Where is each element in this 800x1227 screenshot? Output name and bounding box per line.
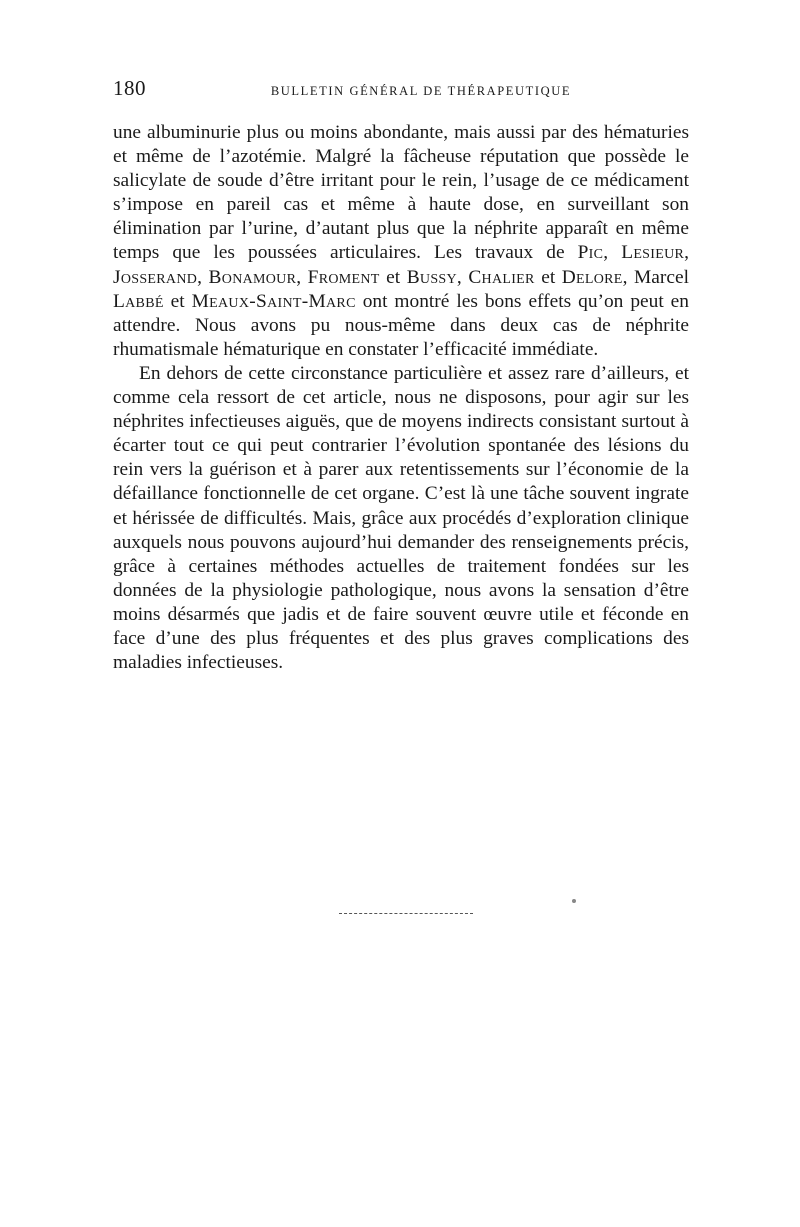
author-name: Bonamour bbox=[208, 266, 297, 288]
text-run: , Marcel bbox=[622, 266, 689, 288]
end-separator bbox=[339, 913, 473, 914]
text-run: En dehors de cette circonstance particulière et assez rare d’ailleurs, et comme cela ressort de cet article, nous ne disposons, pour agir sur les néphrites infectieuses aiguës, que de moyens indirects consistant surtout à écarter tout ce qui peut contrarier l’évolution spontanée des lésions du rein vers la guérison et à parer aux retentissements sur l’économie de la défaillance fonctionnelle de cet organe. C’est là une tâche souvent ingrate et hérissée de difficultés. Mais, grâce aux procédés d’exploration clinique auxquels nous pouvons aujourd’hui demander des renseignements précis, grâce à certaines méthodes actuelles de traitement fondées sur les données de la physiologie pathologique, nous avons la sensation d’être moins désarmés que jadis et de faire souvent œuvre utile et féconde en face d’une des plus fréquentes et des plus graves complications des maladies infectieuses. bbox=[113, 362, 689, 674]
text-run: et bbox=[379, 266, 407, 288]
author-name: Pic bbox=[577, 242, 604, 264]
text-run: , bbox=[197, 266, 209, 288]
author-name: Froment bbox=[307, 266, 380, 288]
running-head: BULLETIN GÉNÉRAL DE THÉRAPEUTIQUE bbox=[270, 84, 572, 98]
text-run: , bbox=[296, 266, 308, 288]
page-header bbox=[113, 70, 689, 106]
author-name: Meaux-Saint-Marc bbox=[191, 290, 356, 312]
text-run: , bbox=[456, 266, 469, 288]
paragraph bbox=[113, 362, 689, 675]
body-text bbox=[113, 121, 689, 675]
paragraph bbox=[113, 121, 689, 362]
author-name: Bussy bbox=[406, 266, 457, 288]
author-name: Delore bbox=[561, 266, 623, 288]
author-name: Chalier bbox=[468, 266, 535, 288]
print-speck bbox=[572, 899, 576, 903]
author-name: Lesieur bbox=[621, 242, 685, 264]
text-run: , bbox=[603, 242, 622, 264]
text-run: une albuminurie plus ou moins abondante, mais aussi par des hématuries et même de l’azotémie. Malgré la fâcheuse réputation que possède le salicylate de soude d’être irritant pour le rein, l’usage de ce médicament s’impose en pareil cas et même à haute dose, en surveillant son élimination par l’urine, d’autant plus que la néphrite apparaît en même temps que les poussées articulaires. Les travaux de bbox=[113, 122, 689, 264]
page bbox=[113, 70, 689, 675]
page-number: 180 bbox=[113, 76, 146, 100]
text-run: , bbox=[684, 242, 689, 264]
author-name: Labbé bbox=[113, 290, 164, 312]
text-run: et bbox=[163, 290, 192, 312]
text-run: et bbox=[534, 266, 562, 288]
author-name: Josserand bbox=[113, 266, 198, 288]
text-run: ont montré les bons effets qu’on peut en attendre. Nous avons pu nous-même dans deux cas de néphrite rhumatismale hématurique en constater l’efficacité immédiate. bbox=[113, 290, 689, 360]
